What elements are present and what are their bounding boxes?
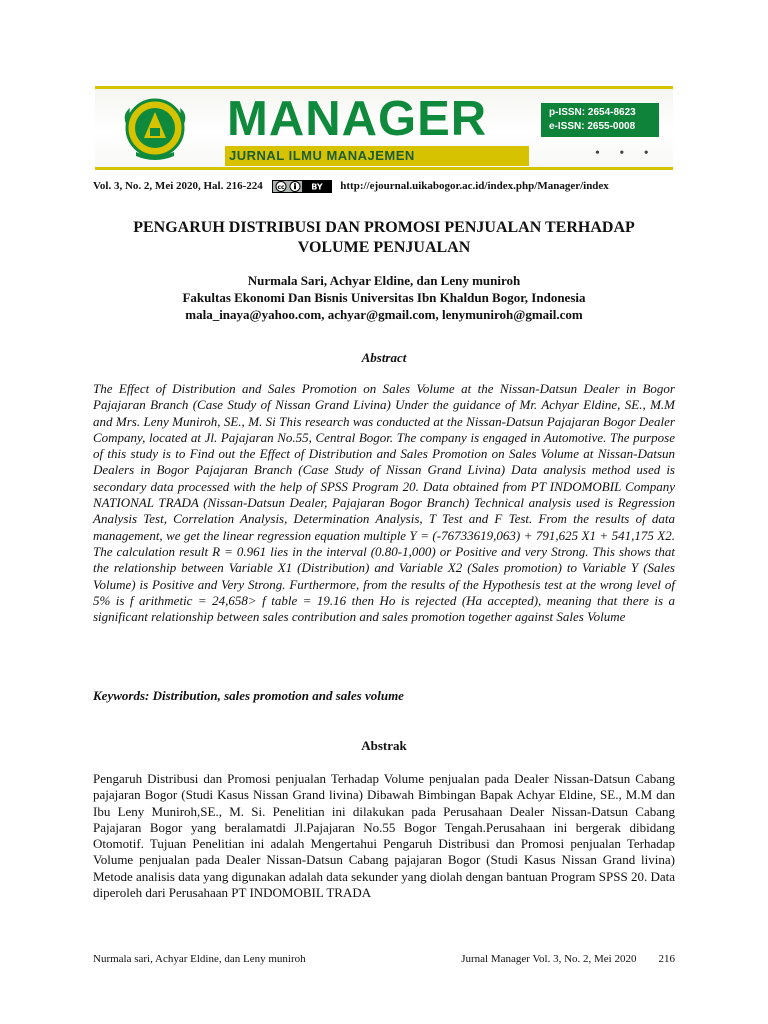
- footer-journal: [461, 953, 675, 965]
- abstrak-indonesian-text: Pengaruh Distribusi dan Promosi penjualan Terhadap Volume penjualan pada Dealer Nissan-Datsun Cabang pajajaran Bogor (Studi Kasus Nissan Grand livina) Dibawah Bimbingan Bapak Achyar Eldine, SE., M.M dan Ibu Leny Muniroh,SE., M. Si. Penelitian ini dilakukan pada Perusahaan Dealer Nissan-Datsun Cabang Pajajaran Bogor yang beralamatdi Jl.Pajajaran No.55 Bogor Tengah.Perusahaan ini bergerak dibidang Otomotif. Tujuan Penelitian ini adalah Mengertahui Pengaruh Distribusi dan Promosi penjualan Terhadap Volume penjualan pada Dealer Nissan-Datsun Cabang pajajaran Bogor (Studi Kasus Nissan Grand livina) Metode analisis data yang digunakan adalah data sekunder yang diolah dengan bantuan Program SPSS 20. Data diperoleh dari Perusahaan PT INDOMOBIL TRADA: [93, 771, 675, 901]
- banner-bottom-stripe: [95, 167, 673, 170]
- banner-top-stripe: [95, 86, 673, 89]
- issn-box: [541, 103, 659, 137]
- title-line-2: VOLUME PENJUALAN: [297, 239, 471, 256]
- issue-info: Vol. 3, No. 2, Mei 2020, Hal. 216-224: [93, 180, 263, 193]
- author-block: [93, 272, 675, 323]
- p-issn: p-ISSN: 2654-8623: [549, 107, 636, 118]
- footer-authors: Nurmala sari, Achyar Eldine, dan Leny muniroh: [93, 953, 306, 965]
- page-number: 216: [658, 953, 675, 965]
- svg-text:cc: cc: [276, 183, 285, 191]
- abstrak-heading: Abstrak: [361, 738, 407, 753]
- svg-text:BY: BY: [310, 182, 323, 192]
- journal-brand: MANAGER: [227, 92, 488, 146]
- author-affiliation: Fakultas Ekonomi Dan Bisnis Universitas Ibn Khaldun Bogor, Indonesia: [182, 290, 586, 305]
- issue-meta-line: [93, 180, 675, 193]
- keywords-line: Keywords: Distribution, sales promotion and sales volume: [93, 688, 404, 703]
- cc-by-license-icon[interactable]: [272, 180, 332, 193]
- abstract-english-text: The Effect of Distribution and Sales Promotion on Sales Volume at the Nissan-Datsun Dealer in Bogor Pajajaran Branch (Case Study of Nissan Grand Livina) Under the guidance of Mr. Achyar Eldine, SE., M.M and Mrs. Leny Muniroh, SE., M. Si This research was conducted at the Nissan-Datsun Pajajaran Bogor Dealer Company, located at Jl. Pajajaran No.55, Central Bogor. The company is engaged in Automotive. The purpose of this study is to Find out the Effect of Distribution and Sales Promotion on Sales Volume at Nissan-Datsun Dealers in Bogor Pajajaran Branch (Case Study of Nissan Grand Livina) Data analysis method used is secondary data processed with the help of SPSS Program 20. Data obtained from PT INDOMOBIL Company NATIONAL TRADA (Nissan-Datsun Dealer, Pajajaran Bogor Branch) Technical analysis used is Regression Analysis Test, Correlation Analysis, Determination Analysis, T Test and F Test. From the results of data management, we get the linear regression equation multiple Y = (-76733619,063) + 791,625 X1 + 541,175 X2. The calculation result R = 0.961 lies in the interval (0.80-1,000) or Positive and very Strong. This shows that the relationship between Variable X1 (Distribution) and Variable X2 (Sales promotion) to Variable Y (Sales Volume) is Positive and Very Strong. Furthermore, from the results of the Hypothesis test at the wrong level of 5% is f arithmetic = 24,658> f table = 19.16 then Ho is rejected (Ha accepted), meaning that there is a significant relationship between sales contribution and sales promotion together against Sales Volume: [93, 381, 675, 625]
- author-names: Nurmala Sari, Achyar Eldine, dan Leny muniroh: [247, 273, 521, 288]
- university-seal-icon: [120, 94, 190, 164]
- journal-banner: [95, 86, 673, 170]
- title-line-1: PENGARUH DISTRIBUSI DAN PROMOSI PENJUALAN TERHADAP: [133, 219, 635, 236]
- author-emails: mala_inaya@yahoo.com, achyar@gmail.com, lenymuniroh@gmail.com: [185, 307, 583, 322]
- footer-journal-info: Jurnal Manager Vol. 3, No. 2, Mei 2020: [461, 953, 637, 965]
- banner-dots: • • •: [595, 146, 657, 161]
- article-title: [93, 218, 675, 258]
- journal-url-link[interactable]: http://ejournal.uikabogor.ac.id/index.php/Manager/index: [340, 180, 609, 193]
- abstract-heading: Abstract: [361, 350, 407, 365]
- journal-tagline: JURNAL ILMU MANAJEMEN: [225, 146, 529, 166]
- e-issn: e-ISSN: 2655-0008: [549, 121, 636, 132]
